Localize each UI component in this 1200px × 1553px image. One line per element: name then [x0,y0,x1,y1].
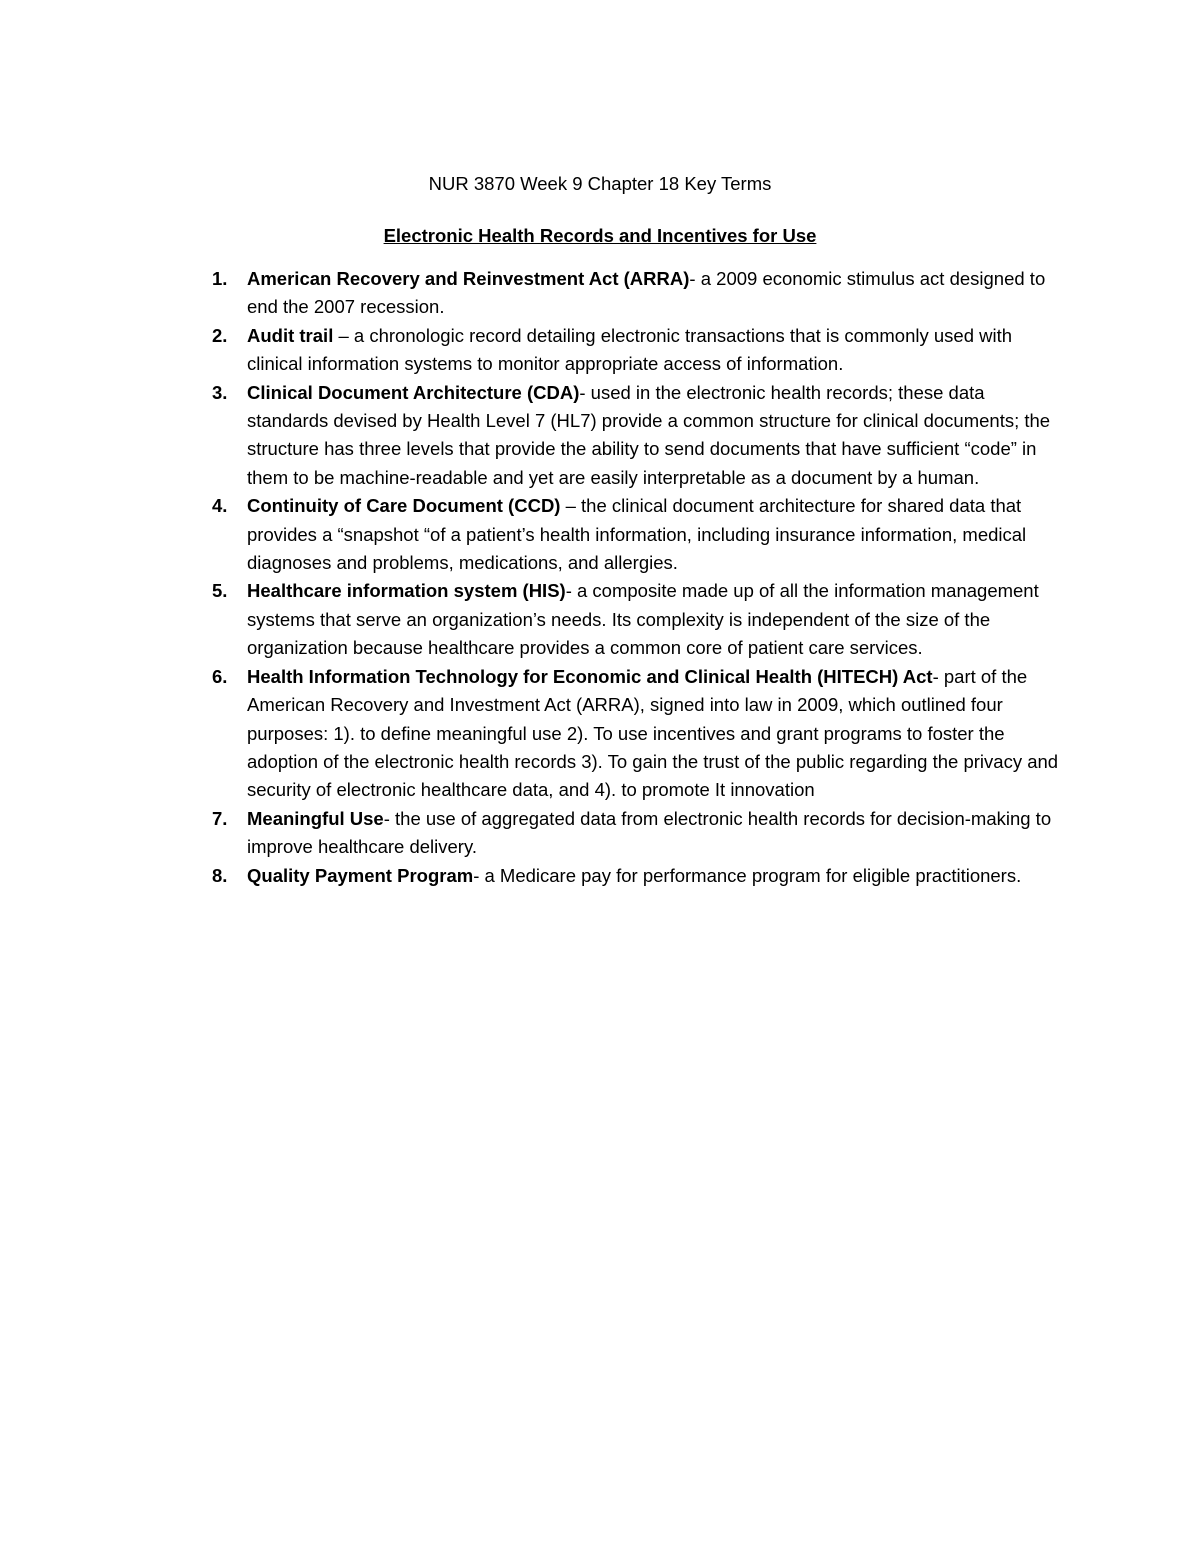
term-definition: - the use of aggregated data from electronic health records for decision-making to improve healthcare delivery. [247,807,1052,858]
term-definition: - a composite made up of all the information management systems that serve an organization’s needs. Its complexity is independent of the size of the organization because healthcare provides a common core of patient care services. [247,580,1039,659]
list-item [200,805,1060,862]
term-name: American Recovery and Reinvestment Act (ARRA) [247,268,690,289]
term-definition: – the clinical document architecture for shared data that provides a “snapshot “of a patient’s health information, including insurance information, medical diagnoses and problems, medications, and allergies. [247,495,1027,574]
term-name: Continuity of Care Document (CCD) [247,495,561,517]
document-title: NUR 3870 Week 9 Chapter 18 Key Terms [428,173,772,194]
list-item [200,577,1060,662]
term-definition: – a chronologic record detailing electronic transactions that is commonly used with clinical information systems to monitor appropriate access of information. [247,324,1013,375]
list-item [200,663,1060,805]
list-item [200,379,1060,493]
key-terms-list [200,265,1060,890]
term-name: Healthcare information system (HIS) [247,580,566,602]
item-number: 1. [212,268,228,289]
term-name: Quality Payment Program [247,864,474,886]
item-number: 8. [212,864,228,886]
term-definition: - part of the American Recovery and Investment Act (ARRA), signed into law in 2009, which outlined four purposes: 1). to define meaningful use 2). To use incentives and grant programs to foster the adoption of the electronic health records 3). To gain the trust of the public regarding the privacy and security of electronic healthcare data, and 4). to promote It innovation [247,665,1059,801]
item-number: 6. [212,665,228,687]
list-item [200,862,1060,890]
item-number: 5. [212,580,228,602]
list-item [200,322,1060,379]
term-name: Meaningful Use [247,807,384,829]
term-name: Health Information Technology for Economic and Clinical Health (HITECH) Act [247,665,933,687]
item-number: 7. [212,807,228,829]
term-definition: - a 2009 economic stimulus act designed to end the 2007 recession. [247,268,1046,318]
list-item [200,265,1060,322]
item-number: 2. [212,324,228,346]
term-name: Clinical Document Architecture (CDA) [247,381,580,403]
item-number: 3. [212,381,228,403]
item-number: 4. [212,495,228,517]
term-name: Audit trail [247,324,334,346]
term-definition: - a Medicare pay for performance program for eligible practitioners. [473,864,1022,886]
term-definition: - used in the electronic health records; these data standards devised by Health Level 7 (HL7) provide a common structure for clinical documents; the structure has three levels that provide the ability to send documents that have sufficient “code” in them to be machine-readable and yet are easily interpretable as a document by a human. [247,381,1051,488]
document-heading: Electronic Health Records and Incentives for Use [383,225,817,246]
list-item [200,492,1060,577]
